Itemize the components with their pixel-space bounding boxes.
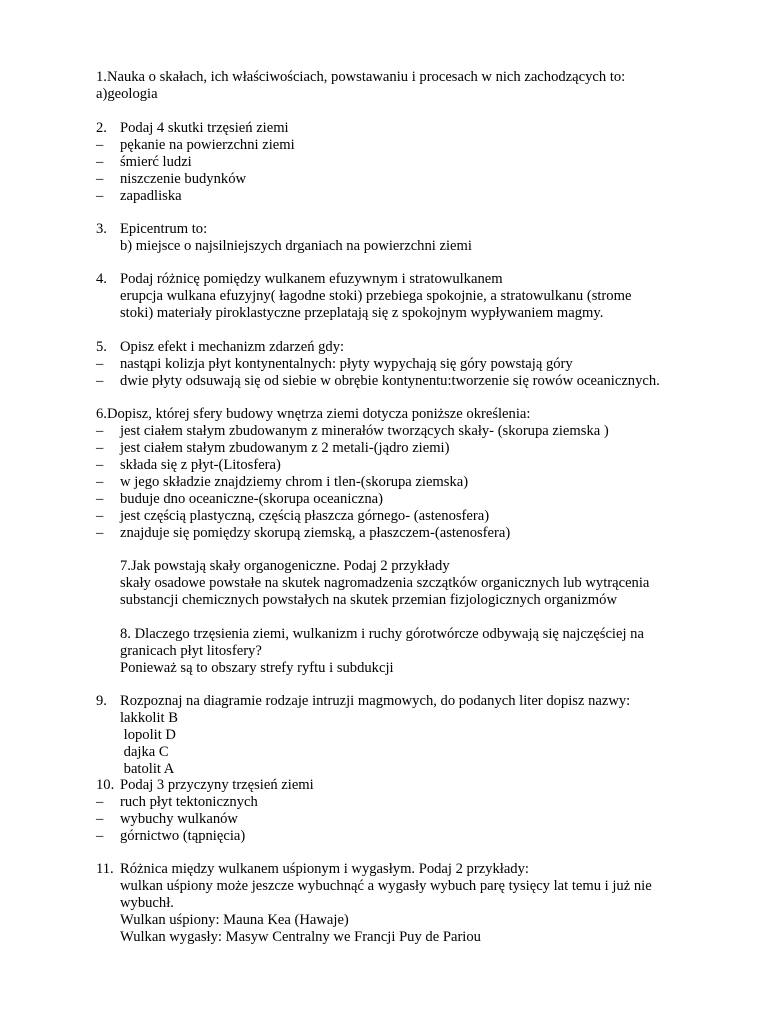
list-item: jest ciałem stałym zbudowanym z minerałów tworzących skały- (skorupa ziemska ) xyxy=(120,423,609,439)
bullet: – xyxy=(96,137,104,153)
question-3: Epicentrum to: xyxy=(120,221,208,237)
answer-11-line-2: wybuchł. xyxy=(120,895,174,911)
bullet: – xyxy=(96,525,104,541)
list-item: w jego składzie znajdziemy chrom i tlen-(skorupa ziemska) xyxy=(120,474,469,490)
list-item: zapadliska xyxy=(120,188,182,204)
question-2: Podaj 4 skutki trzęsień ziemi xyxy=(120,120,289,136)
question-8-line-2: granicach płyt litosfery? xyxy=(120,643,262,659)
answer-item: dajka C xyxy=(120,744,169,760)
list-item: ruch płyt tektonicznych xyxy=(120,794,258,810)
question-5: Opisz efekt i mechanizm zdarzeń gdy: xyxy=(120,339,345,355)
list-item: górnictwo (tąpnięcia) xyxy=(120,828,246,844)
question-6: 6.Dopisz, której sfery budowy wnętrza ziemi dotycza poniższe określenia: xyxy=(96,406,531,422)
question-2-number: 2. xyxy=(96,120,107,136)
bullet: – xyxy=(96,794,104,810)
answer-4-line-2: stoki) materiały piroklastyczne przeplatają się z spokojnym wypływaniem magmy. xyxy=(120,305,604,321)
list-item: jest częścią plastyczną, częścią płaszcza górnego- (astenosfera) xyxy=(120,508,490,524)
bullet: – xyxy=(96,171,104,187)
bullet: – xyxy=(96,457,104,473)
question-11: Różnica między wulkanem uśpionym i wygasłym. Podaj 2 przykłady: xyxy=(120,861,529,877)
question-1: 1.Nauka o skałach, ich właściwościach, powstawaniu i procesach w nich zachodzących to: xyxy=(96,69,626,85)
answer-item: batolit A xyxy=(120,761,175,777)
answer-11-line-1: wulkan uśpiony może jeszcze wybuchnąć a wygasły wybuch parę tysięcy lat temu i już nie xyxy=(120,878,652,894)
example-extinct-volcano: Wulkan wygasły: Masyw Centralny we Francji Puy de Pariou xyxy=(120,929,481,945)
bullet: – xyxy=(96,811,104,827)
bullet: – xyxy=(96,440,104,456)
answer-7-line-2: substancji chemicznych powstałych na skutek przemian fizjologicznych organizmów xyxy=(120,592,617,608)
bullet: – xyxy=(96,356,104,372)
question-10-number: 10. xyxy=(96,777,115,793)
answer-item: lopolit D xyxy=(120,727,176,743)
list-item: nastąpi kolizja płyt kontynentalnych: płyty wypychają się góry powstają góry xyxy=(120,356,573,372)
answer-4-line-1: erupcja wulkana efuzyjny( łagodne stoki) przebiega spokojnie, a stratowulkanu (strome xyxy=(120,288,632,304)
question-10: Podaj 3 przyczyny trzęsień ziemi xyxy=(120,777,314,793)
bullet: – xyxy=(96,474,104,490)
question-7: 7.Jak powstają skały organogeniczne. Podaj 2 przykłady xyxy=(120,558,450,574)
question-9: Rozpoznaj na diagramie rodzaje intruzji magmowych, do podanych liter dopisz nazwy: xyxy=(120,693,631,709)
bullet: – xyxy=(96,828,104,844)
answer-8: Ponieważ są to obszary strefy ryftu i subdukcji xyxy=(120,660,394,676)
bullet: – xyxy=(96,373,104,389)
question-9-number: 9. xyxy=(96,693,107,709)
answer-7-line-1: skały osadowe powstałe na skutek nagromadzenia szczątków organicznych lub wytrącenia xyxy=(120,575,650,591)
bullet: – xyxy=(96,188,104,204)
list-item: buduje dno oceaniczne-(skorupa oceaniczna) xyxy=(120,491,383,507)
question-3-number: 3. xyxy=(96,221,107,237)
list-item: wybuchy wulkanów xyxy=(120,811,238,827)
answer-item: lakkolit B xyxy=(120,710,178,726)
question-8-line-1: 8. Dlaczego trzęsienia ziemi, wulkanizm i ruchy górotwórcze odbywają się najczęściej na xyxy=(120,626,644,642)
question-4: Podaj różnicę pomiędzy wulkanem efuzywnym i stratowulkanem xyxy=(120,271,503,287)
example-dormant-volcano: Wulkan uśpiony: Mauna Kea (Hawaje) xyxy=(120,912,349,928)
list-item: znajduje się pomiędzy skorupą ziemską, a płaszczem-(astenosfera) xyxy=(120,525,511,541)
bullet: – xyxy=(96,154,104,170)
question-4-number: 4. xyxy=(96,271,107,287)
list-item: niszczenie budynków xyxy=(120,171,247,187)
answer-3: b) miejsce o najsilniejszych drganiach na powierzchni ziemi xyxy=(120,238,472,254)
bullet: – xyxy=(96,491,104,507)
bullet: – xyxy=(96,508,104,524)
question-5-number: 5. xyxy=(96,339,107,355)
list-item: śmierć ludzi xyxy=(120,154,192,170)
list-item: składa się z płyt-(Litosfera) xyxy=(120,457,281,473)
answer-1: a)geologia xyxy=(96,86,158,102)
list-item: dwie płyty odsuwają się od siebie w obrębie kontynentu:tworzenie się rowów oceanicznych. xyxy=(120,373,660,389)
list-item: pękanie na powierzchni ziemi xyxy=(120,137,295,153)
bullet: – xyxy=(96,423,104,439)
question-11-number: 11. xyxy=(96,861,114,877)
list-item: jest ciałem stałym zbudowanym z 2 metali-(jądro ziemi) xyxy=(120,440,450,456)
